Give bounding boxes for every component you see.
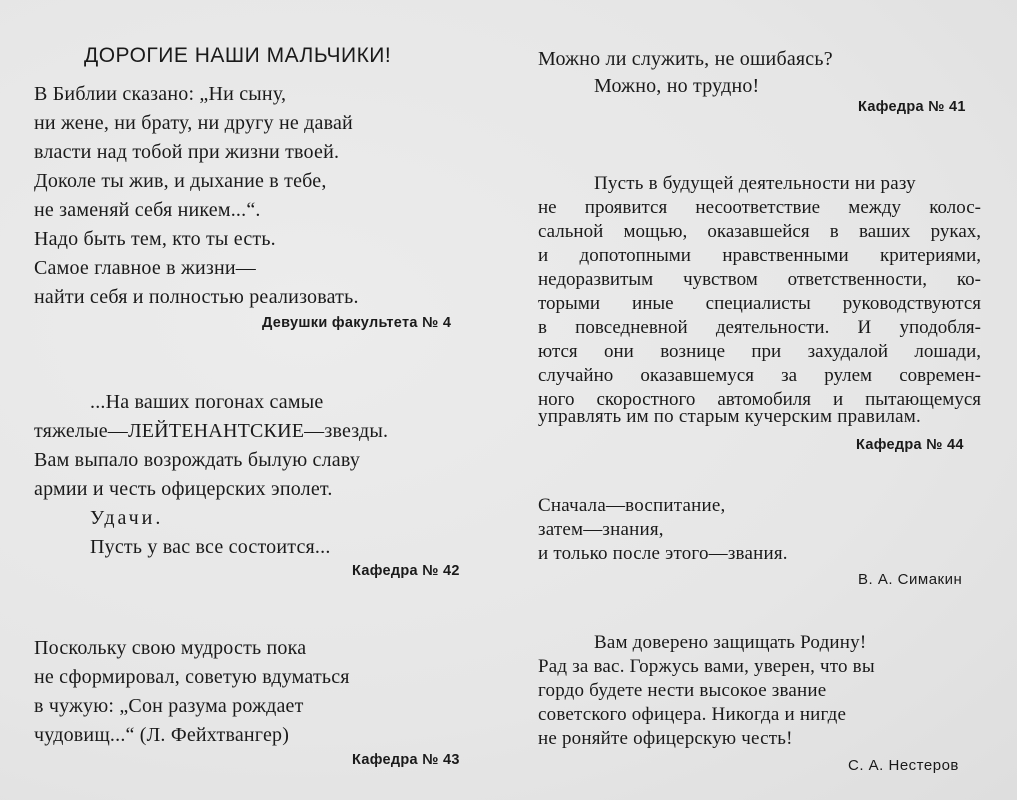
text-line: Можно ли служить, не ошибаясь? <box>538 48 833 70</box>
text-line: случайно оказавшемуся за рулем современ- <box>538 365 981 386</box>
text-line: не заменяй себя никем...“. <box>34 199 261 221</box>
text-line: затем—знания, <box>538 519 664 540</box>
text-line: советского офицера. Никогда и нигде <box>538 704 847 725</box>
text-line: Удачи. <box>90 507 164 529</box>
signature-department-41: Кафедра № 41 <box>858 99 966 115</box>
text-line: недоразвитым чувством ответственности, ко- <box>538 269 981 290</box>
text-line: не роняйте офицерскую честь! <box>538 728 793 749</box>
text-line: и только после этого—звания. <box>538 543 788 564</box>
text-line: Рад за вас. Горжусь вами, уверен, что вы <box>538 656 875 677</box>
text-line: чудовищ...“ (Л. Фейхтвангер) <box>34 724 290 746</box>
text-line: не сформировал, советую вдуматься <box>34 666 350 688</box>
text-line: тяжелые—ЛЕЙТЕНАНТСКИЕ—звезды. <box>34 420 389 442</box>
text-line: гордо будете нести высокое звание <box>538 680 827 701</box>
text-line: Вам доверено защищать Родину! <box>594 632 867 653</box>
text-line: В Библии сказано: „Ни сыну, <box>34 83 287 105</box>
text-line: и допотопными нравственными критериями, <box>538 245 981 266</box>
text-line: ...На ваших погонах самые <box>90 391 324 413</box>
text-line: Пусть у вас все состоится... <box>90 536 331 558</box>
text-line: в чужую: „Сон разума рождает <box>34 695 304 717</box>
signature-faculty-4: Девушки факультета № 4 <box>262 315 452 331</box>
text-line: Пусть в будущей деятельности ни разу <box>594 173 916 194</box>
text-line: Сначала—воспитание, <box>538 495 726 516</box>
text-line: власти над тобой при жизни твоей. <box>34 141 340 163</box>
text-line: ются они вознице при захудалой лошади, <box>538 341 981 362</box>
text-line: Надо быть тем, кто ты есть. <box>34 228 276 250</box>
signature-nesterov: С. А. Нестеров <box>848 757 959 774</box>
text-line: управлять им по старым кучерским правилам. <box>538 406 921 427</box>
text-line: Вам выпало возрождать былую славу <box>34 449 361 471</box>
text-line: в повседневной деятельности. И уподобля- <box>538 317 981 338</box>
signature-simakin: В. А. Симакин <box>858 571 963 588</box>
text-line: найти себя и полностью реализовать. <box>34 286 359 308</box>
signature-department-44: Кафедра № 44 <box>856 437 964 453</box>
text-line: ного скоростного автомобиля и пытающемуся <box>538 389 981 410</box>
text-line: армии и честь офицерских эполет. <box>34 478 333 500</box>
text-line: Доколе ты жив, и дыхание в тебе, <box>34 170 327 192</box>
text-line: Можно, но трудно! <box>594 75 760 97</box>
signature-department-42: Кафедра № 42 <box>352 563 460 579</box>
text-line: ни жене, ни брату, ни другу не давай <box>34 112 353 134</box>
text-line: торыми иные специалисты руководствуются <box>538 293 981 314</box>
text-line: сальной мощью, оказавшейся в ваших руках, <box>538 221 981 242</box>
text-line: Самое главное в жизни— <box>34 257 256 279</box>
greeting-title: ДОРОГИЕ НАШИ МАЛЬЧИКИ! <box>84 44 392 67</box>
signature-department-43: Кафедра № 43 <box>352 752 460 768</box>
text-line: Поскольку свою мудрость пока <box>34 637 307 659</box>
text-line: не проявится несоответствие между колос- <box>538 197 981 218</box>
